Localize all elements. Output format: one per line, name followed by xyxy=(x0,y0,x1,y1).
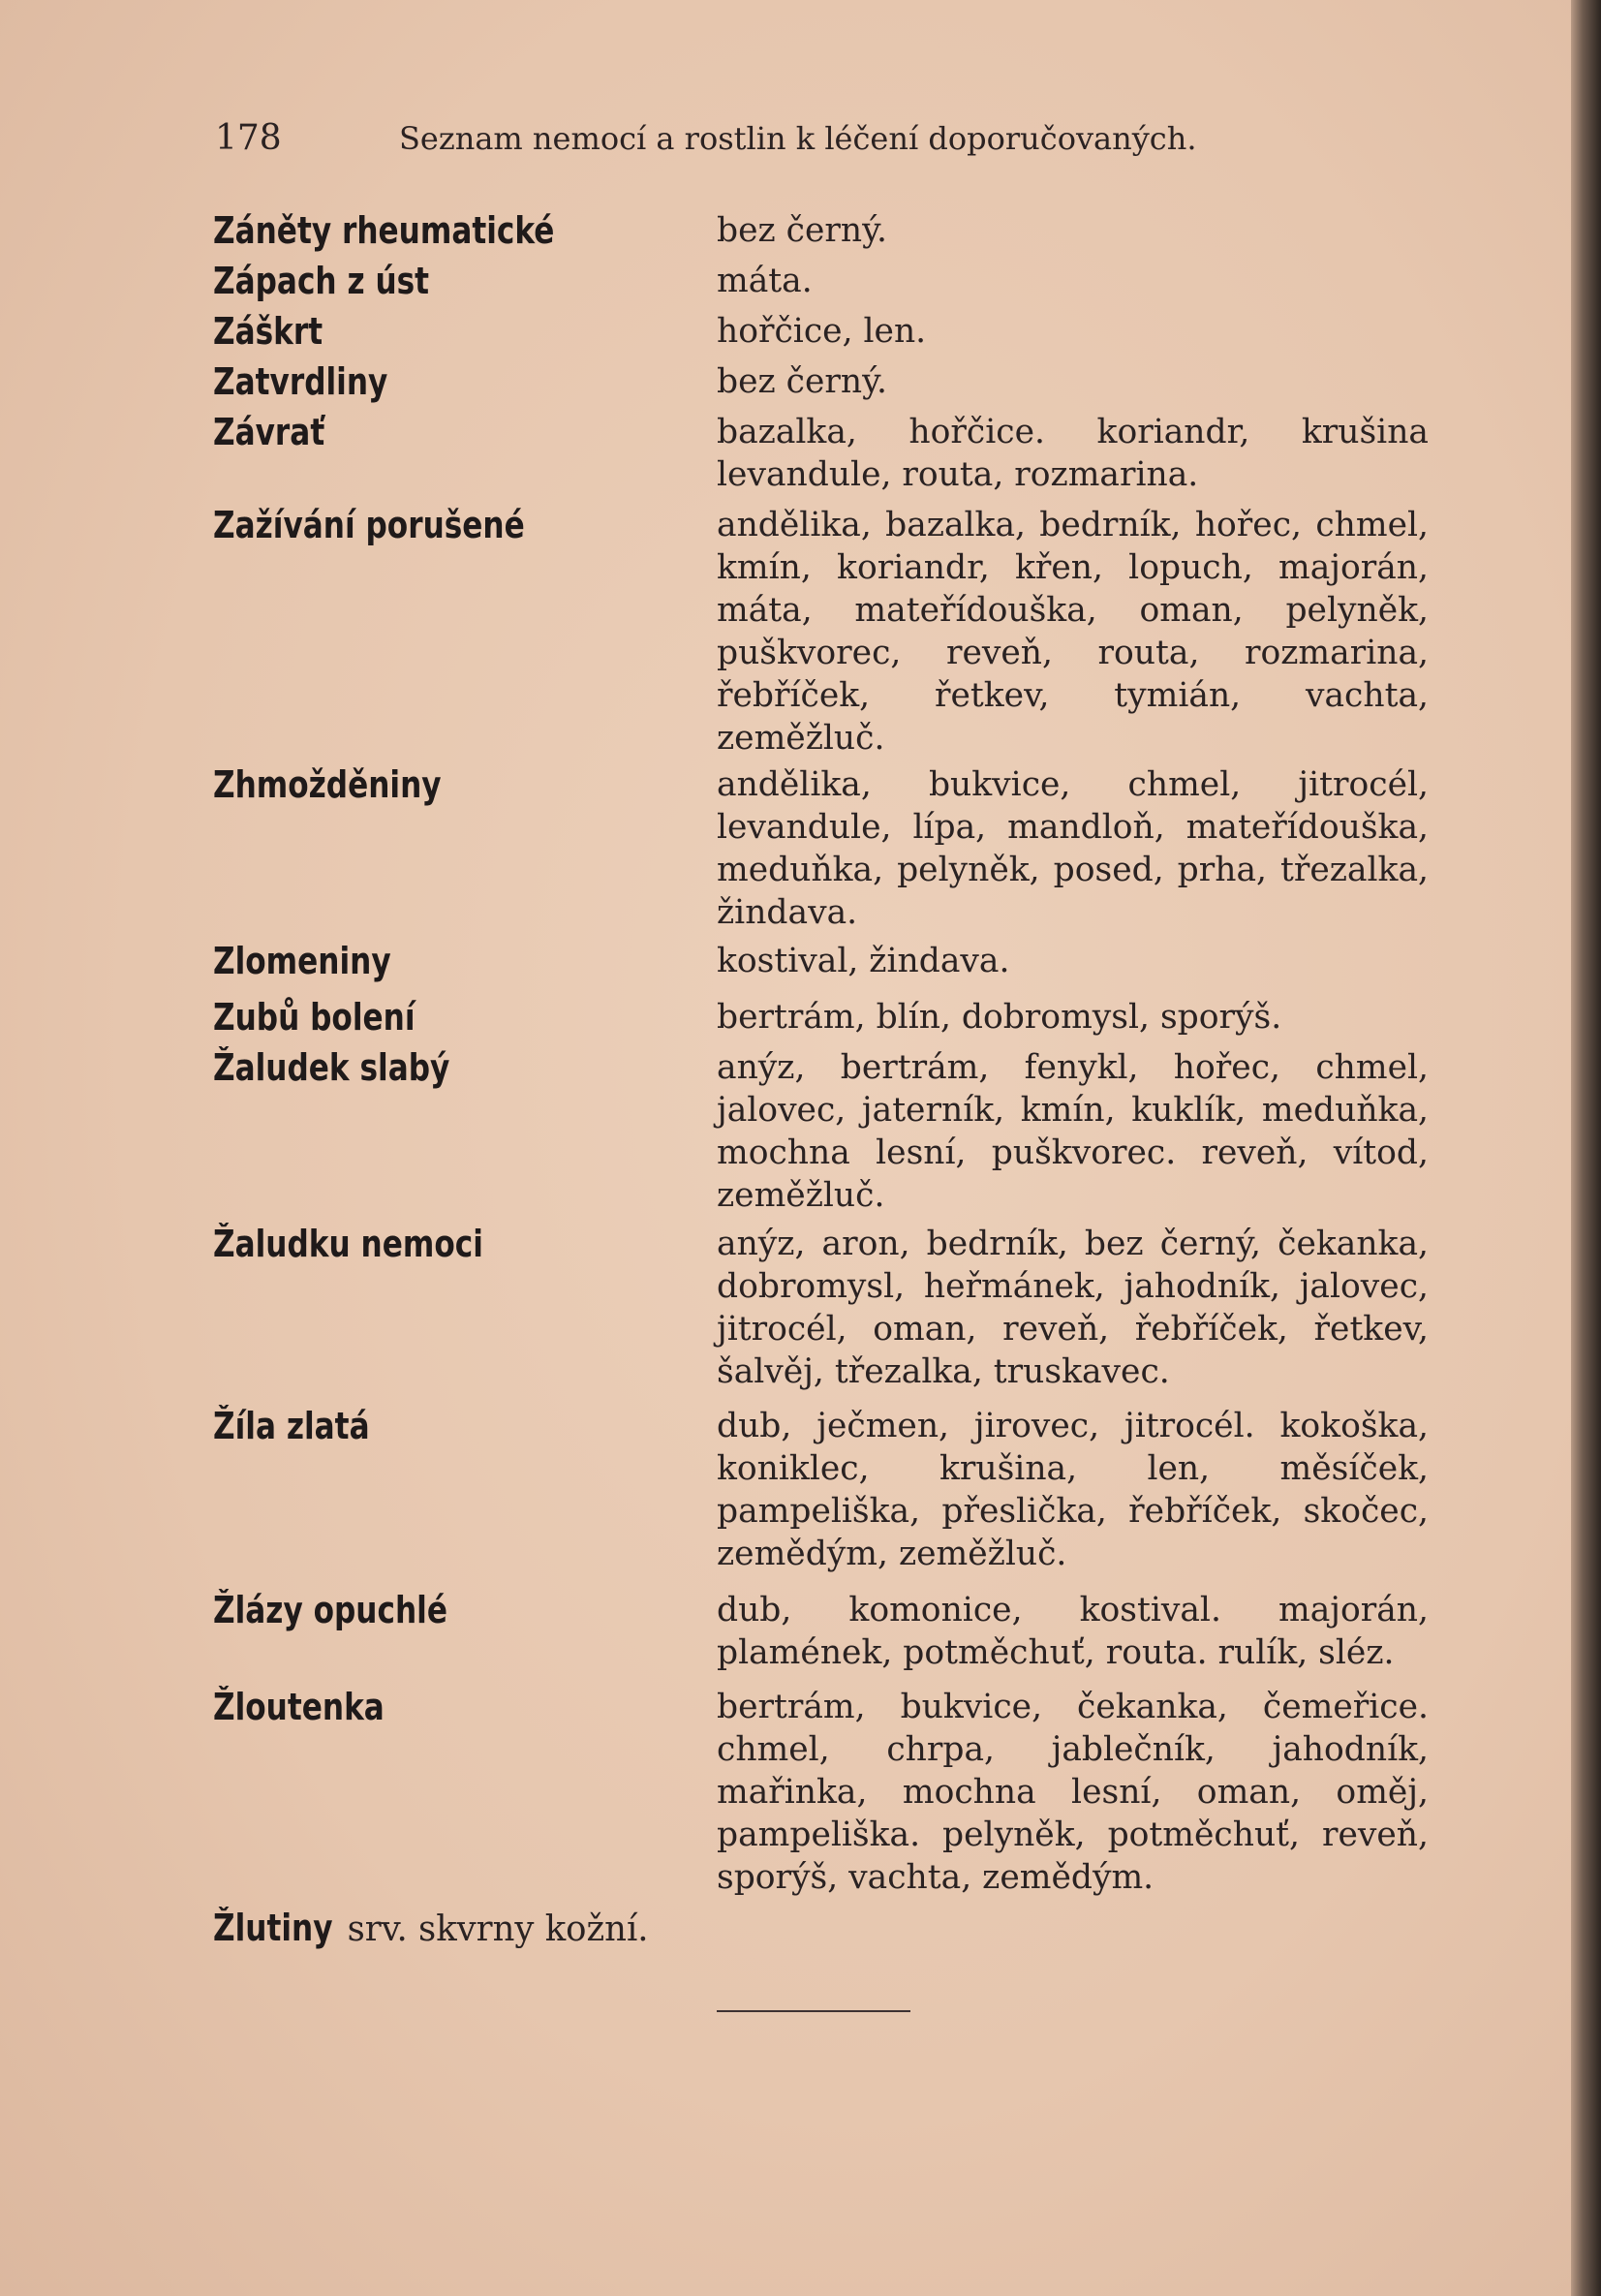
disease-term: Zápach z úst xyxy=(213,260,430,302)
disease-term: Zhmožděniny xyxy=(213,763,442,806)
page-edge xyxy=(1571,0,1601,2296)
plant-list: bez černý. xyxy=(717,211,887,250)
plant-list: bez černý. xyxy=(717,362,887,401)
plant-list: máta. xyxy=(717,262,813,300)
disease-term: Žloutenka xyxy=(213,1686,385,1728)
plant-list: bertrám, bukvice, čekanka, čemeřice. chmel, chrpa, jablečník, jahodník, mařinka, mochna lesní, oman, oměj, pampeliška. pelyněk, potměchuť, reveň, sporýš, vachta, zemědým. xyxy=(717,1688,1429,1897)
disease-term: Zlomeniny xyxy=(213,940,391,982)
plant-list: dub, komonice, kostival. majorán, plamének, potměchuť, routa. rulík, sléz. xyxy=(717,1591,1429,1672)
plant-list: dub, ječmen, jirovec, jitrocél. kokoška, koniklec, krušina, len, měsíček, pampeliška, přeslička, řebříček, skočec, zemědým, zeměžluč. xyxy=(717,1407,1429,1573)
cross-reference-text: srv. skvrny kožní. xyxy=(347,1909,649,1949)
plant-list: bertrám, blín, dobromysl, sporýš. xyxy=(717,998,1282,1037)
disease-term: Zažívání porušené xyxy=(213,504,525,546)
disease-term: Žíla zlatá xyxy=(213,1405,370,1447)
disease-term: Žaludku nemoci xyxy=(213,1223,483,1265)
plant-list: anýz, bertrám, fenykl, hořec, chmel, jalovec, jaterník, kmín, kuklík, meduňka, mochna lesní, puškvorec. reveň, vítod, zeměžluč. xyxy=(717,1048,1429,1215)
disease-term: Žaludek slabý xyxy=(213,1046,450,1089)
page-header xyxy=(215,118,1280,158)
plant-list: bazalka, hořčice. koriandr, krušina levandule, routa, rozmarina. xyxy=(717,413,1429,494)
end-rule xyxy=(717,2010,910,2012)
page-number: 178 xyxy=(215,118,282,158)
disease-term: Záněty rheumatické xyxy=(213,209,555,252)
disease-term: Závrať xyxy=(213,411,325,453)
disease-term: Záškrt xyxy=(213,310,323,353)
disease-term: Žlutiny xyxy=(213,1907,333,1949)
running-title: Seznam nemocí a rostlin k léčení doporučovaných. xyxy=(399,120,1197,157)
plant-list: hořčice, len. xyxy=(717,312,927,351)
disease-term: Zubů bolení xyxy=(213,996,416,1039)
disease-term: Zatvrdliny xyxy=(213,360,388,403)
plant-list: andělika, bukvice, chmel, jitrocél, levandule, lípa, mandloň, mateřídouška, meduňka, pelyněk, posed, prha, třezalka, žindava. xyxy=(717,765,1429,932)
plant-list: kostival, žindava. xyxy=(717,942,1010,980)
cross-reference-term xyxy=(213,1907,649,1949)
disease-term: Žlázy opuchlé xyxy=(213,1589,447,1631)
plant-list: anýz, aron, bedrník, bez černý, čekanka, dobromysl, heřmánek, jahodník, jalovec, jitrocél, oman, reveň, řebříček, řetkev, šalvěj, třezalka, truskavec. xyxy=(717,1225,1429,1391)
plant-list: andělika, bazalka, bedrník, hořec, chmel, kmín, koriandr, křen, lopuch, majorán, máta, mateřídouška, oman, pelyněk, puškvorec, reveň, routa, rozmarina, řebříček, řetkev, tymián, vachta, zeměžluč. xyxy=(717,506,1429,758)
